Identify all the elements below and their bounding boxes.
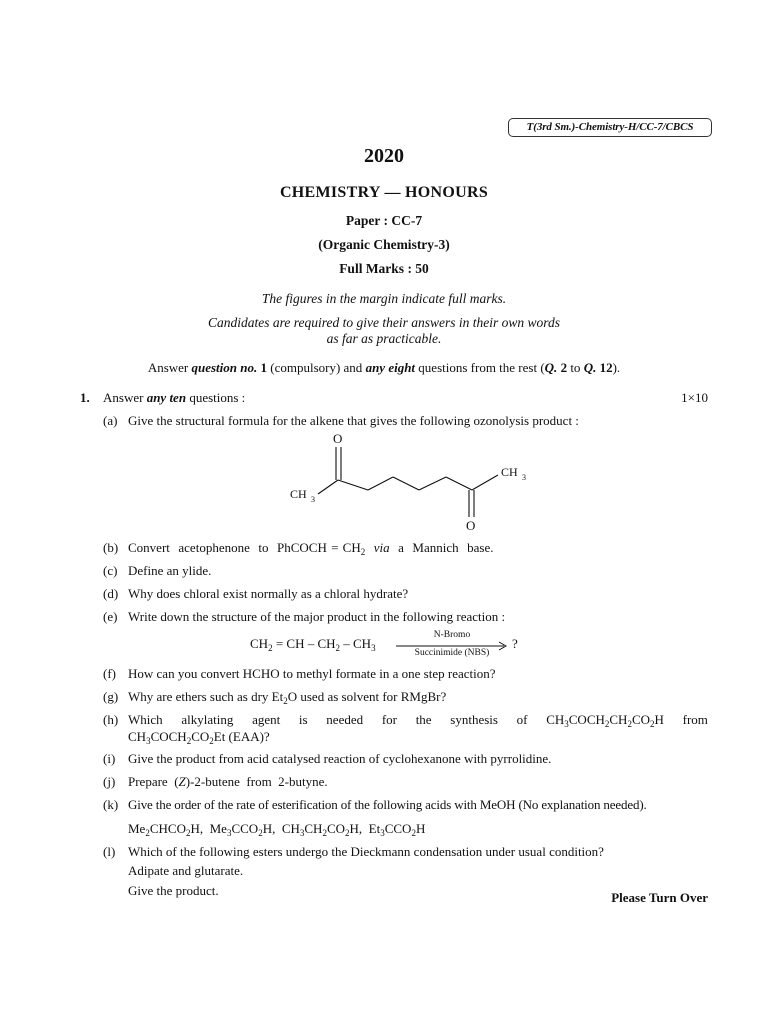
subscript: 2	[283, 696, 288, 706]
subquestion-label: (h)	[103, 712, 119, 727]
text-span: CH	[250, 636, 269, 651]
bond-line	[472, 475, 498, 490]
text-span: for	[381, 712, 397, 727]
subquestion-label: (k)	[103, 797, 119, 812]
paper-subject: (Organic Chemistry-3)	[318, 237, 450, 252]
subquestion-label: (c)	[103, 563, 118, 578]
instruction-line-3: as far as practicable.	[326, 331, 442, 346]
question-instruction	[103, 390, 245, 406]
text-span: CH	[281, 821, 300, 836]
text-span: CHCO	[149, 821, 186, 836]
ozonolysis-product-structure	[280, 428, 540, 538]
methyl-left-subscript: 3	[311, 495, 315, 504]
subquestion-label: (l)	[103, 844, 116, 859]
exam-title: CHEMISTRY — HONOURS	[279, 184, 489, 201]
methyl-right-subscript: 3	[522, 473, 526, 482]
text-span: – CH	[340, 636, 372, 651]
text-span: to	[567, 360, 584, 375]
subquestion-h-line-2	[128, 729, 270, 745]
subscript: 2	[268, 643, 273, 653]
text-span: Prepare (	[128, 774, 179, 789]
question-marks: 1×10	[681, 390, 708, 405]
text-span: Which	[128, 712, 163, 727]
reaction-reagent-below: Succinimide (NBS)	[414, 648, 490, 658]
bond-line	[318, 480, 338, 494]
subscript: 2	[360, 547, 366, 557]
text-span: a	[398, 540, 404, 555]
text-span: Convert	[128, 540, 170, 555]
text-span: Et (EAA)?	[213, 729, 270, 744]
subscript: 3	[380, 828, 385, 838]
oxygen-bottom: O	[466, 518, 476, 533]
subquestion-text: Define an ylide.	[128, 563, 212, 578]
please-turn-over: Please Turn Over	[611, 890, 708, 905]
subquestion-label: (d)	[103, 586, 119, 601]
subscript: 3	[299, 828, 305, 838]
text-span: H	[415, 821, 426, 836]
text-span: CO	[631, 712, 651, 727]
subscript: 2	[186, 736, 192, 746]
acid-list	[128, 821, 425, 837]
text-span: acetophenone	[178, 540, 250, 555]
text-span: 1	[257, 360, 267, 375]
subquestion-label: (f)	[103, 666, 116, 681]
methyl-right: CH	[501, 465, 518, 479]
text-span: CH	[128, 729, 147, 744]
nbs-reaction-equation	[250, 636, 376, 652]
subquestion-label: (b)	[103, 540, 119, 555]
reaction-reagent-above: N-Bromo	[433, 630, 471, 640]
text-span: CH	[609, 712, 628, 727]
text-span: (compulsory) and	[267, 360, 366, 375]
instruction-line-1: The figures in the margin indicate full marks.	[261, 291, 507, 306]
subscript: 3	[226, 828, 232, 838]
text-span: 12	[596, 360, 613, 375]
subquestion-label: (a)	[103, 413, 118, 428]
text-span: PhCOCH = CH	[276, 540, 361, 555]
text-span: any ten	[146, 390, 187, 405]
subquestion-text: Which of the following esters undergo the Dieckmann condensation under usual condition?	[128, 844, 604, 859]
text-span: )-2-butene from 2-butyne.	[185, 774, 328, 789]
text-span: alkylating	[181, 712, 234, 727]
text-span: Answer	[147, 360, 192, 375]
paper-number: Paper : CC-7	[345, 213, 423, 228]
text-span: CCO	[384, 821, 412, 836]
text-span: CO	[326, 821, 346, 836]
subscript: 2	[335, 643, 341, 653]
subquestion-label: (g)	[103, 689, 119, 704]
subquestion-text: Give the order of the rate of esterification of the following acids with MeOH (No explanation needed).	[128, 797, 647, 812]
subscript: 3	[146, 736, 151, 746]
text-span: synthesis	[450, 712, 498, 727]
subquestion-h-line-1	[128, 712, 708, 728]
methyl-left: CH	[290, 487, 307, 501]
subquestion-text: Give the product from acid catalysed reaction of cyclohexanone with pyrrolidine.	[128, 751, 552, 766]
subscript: 2	[185, 828, 191, 838]
text-span: to	[258, 540, 269, 555]
text-span: is	[298, 712, 308, 727]
text-span: Q.	[544, 360, 558, 375]
text-span: H,	[349, 821, 363, 836]
subquestion-text: Write down the structure of the major product in the following reaction :	[128, 609, 506, 624]
subscript: 2	[209, 736, 214, 746]
subquestion-label: (e)	[103, 609, 118, 624]
subquestion-l-line-3: Give the product.	[128, 883, 219, 898]
subscript: 2	[345, 828, 350, 838]
text-span: from	[682, 712, 708, 727]
reaction-product: ?	[512, 636, 518, 651]
text-span: questions :	[186, 390, 246, 405]
text-span: CH	[546, 712, 565, 727]
bond-line	[338, 480, 368, 490]
subquestion-l-line-2: Adipate and glutarate.	[128, 863, 244, 878]
text-span: Mannich	[412, 540, 459, 555]
subscript: 2	[322, 828, 327, 838]
bond-line	[368, 477, 393, 490]
text-span: = CH – CH	[272, 636, 336, 651]
text-span: Q.	[583, 360, 597, 375]
text-span: CCO	[231, 821, 259, 836]
subscript: 3	[371, 643, 376, 653]
subquestion-text: How can you convert HCHO to methyl formate in a one step reaction?	[128, 666, 496, 681]
answer-instruction	[0, 360, 768, 376]
subquestion-text	[128, 540, 493, 556]
bond-line	[446, 477, 472, 490]
target-compound	[546, 712, 664, 728]
subquestion-text: Give the structural formula for the alkene that gives the following ozonolysis product :	[128, 413, 579, 428]
text-span: any eight	[365, 360, 416, 375]
text-span: Why are ethers such as dry Et	[128, 689, 284, 704]
subscript: 3	[564, 719, 569, 729]
subscript: 2	[411, 828, 416, 838]
text-span: Answer	[103, 390, 147, 405]
text-span: base.	[467, 540, 494, 555]
bond-line	[419, 477, 446, 490]
text-span: ).	[612, 360, 621, 375]
text-span: H	[654, 712, 664, 727]
subscript: 2	[258, 828, 263, 838]
text-span: Me	[209, 821, 227, 836]
text-span: COCH	[150, 729, 187, 744]
exam-year: 2020	[364, 145, 404, 167]
text-span: needed	[326, 712, 364, 727]
text-span: Z	[178, 774, 186, 789]
text-span: H,	[262, 821, 276, 836]
text-span: via	[373, 540, 390, 555]
text-span: the	[415, 712, 432, 727]
subscript: 2	[627, 719, 632, 729]
full-marks: Full Marks : 50	[339, 261, 429, 276]
text-span: CO	[191, 729, 210, 744]
text-span: of	[516, 712, 528, 727]
oxygen-top: O	[333, 431, 343, 446]
subscript: 2	[145, 828, 150, 838]
subquestion-text	[128, 774, 328, 790]
text-span: 2	[557, 360, 568, 375]
question-number: 1.	[80, 390, 90, 405]
text-span: H,	[190, 821, 204, 836]
subscript: 2	[650, 719, 655, 729]
text-span: O used as solvent for RMgBr?	[287, 689, 447, 704]
skeletal-bonds	[318, 447, 498, 517]
paper-code-badge: T(3rd Sm.)-Chemistry-H/CC-7/CBCS	[508, 118, 712, 137]
text-span: agent	[252, 712, 281, 727]
subquestion-text	[128, 689, 446, 705]
subquestion-text: Why does chloral exist normally as a chloral hydrate?	[128, 586, 409, 601]
text-span: question no.	[191, 360, 258, 375]
text-span: Me	[128, 821, 146, 836]
subscript: 2	[604, 719, 610, 729]
text-span: Et	[368, 821, 381, 836]
subquestion-label: (j)	[103, 774, 116, 789]
bond-line	[393, 477, 419, 490]
text-span: CH	[304, 821, 323, 836]
instruction-line-2: Candidates are required to give their answers in their own words	[208, 315, 560, 330]
subquestion-label: (i)	[103, 751, 116, 766]
text-span: questions from the rest (	[415, 360, 545, 375]
text-span: COCH	[568, 712, 605, 727]
